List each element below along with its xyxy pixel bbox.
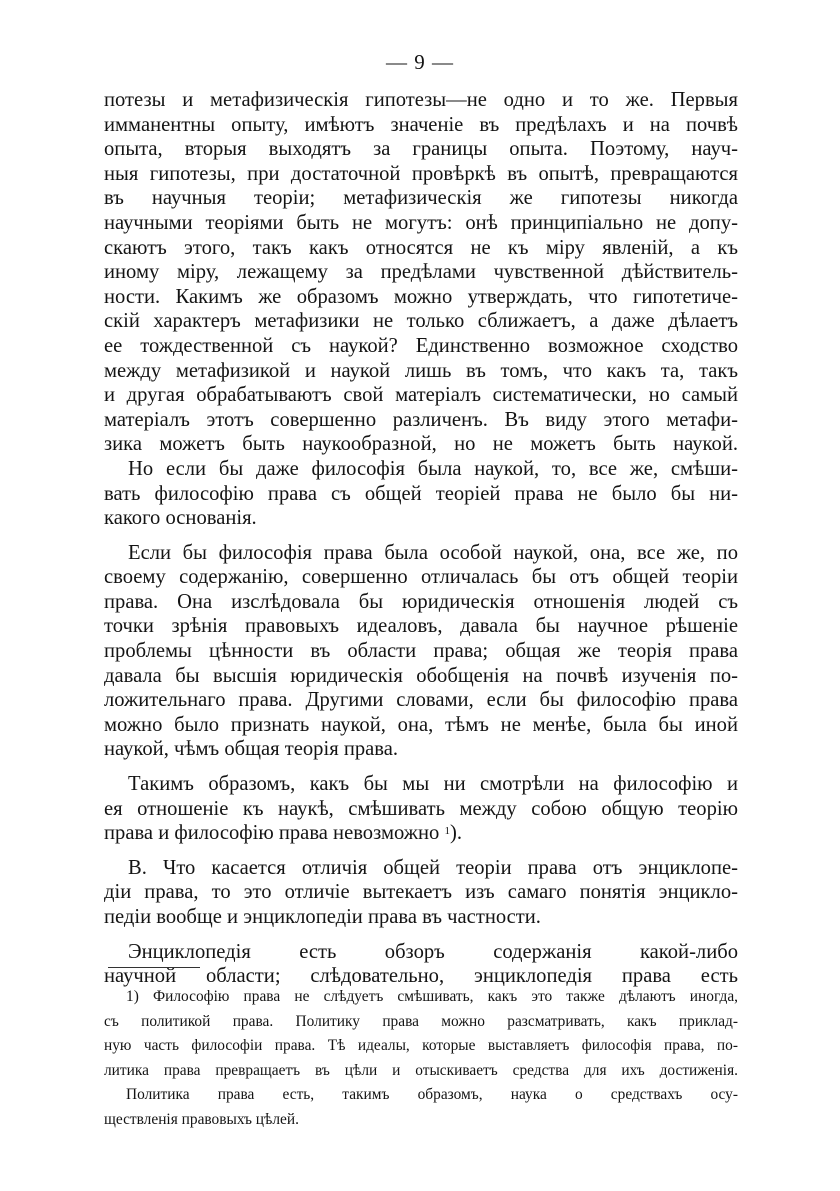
text-line: между метафизикой и наукой лишь въ томъ, что какъ та, такъ: [104, 359, 738, 382]
text-line: зика можетъ быть наукообразной, но не можетъ быть наукой.: [104, 433, 738, 456]
footnote-line: ную часть философіи права. Тѣ идеалы, которые выставляетъ философія права, по-: [104, 1037, 738, 1055]
text-line: педіи вообще и энциклопедіи права въ частности.: [104, 906, 541, 928]
text-line: проблемы цѣнности въ области права; общая же теорія права: [104, 640, 738, 663]
text-line: ея отношеніе къ наукѣ, смѣшивать между собою общую теорію: [104, 797, 738, 820]
footnote-reference: 1: [444, 825, 450, 838]
text-line: опыта, вторыя выходятъ за границы опыта. Поэтому, науч-: [104, 138, 738, 161]
main-text: [104, 88, 738, 989]
footnotes: [104, 985, 738, 1133]
text-line: ности. Какимъ же образомъ можно утверждать, что гипотетиче-: [104, 285, 738, 308]
footnote-line: Политика права есть, такимъ образомъ, наука о средствахъ осу-: [126, 1086, 738, 1104]
text-line: давала бы высшія юридическія обобщенія на почвѣ изученія по-: [104, 664, 738, 687]
text-line: ложительнаго права. Другими словами, если бы философію права: [104, 689, 738, 712]
text-line: потезы и метафизическія гипотезы—не одно и то же. Первыя: [104, 89, 738, 111]
text-line: наукой, чѣмъ общая теорія права.: [104, 738, 399, 761]
text-line: матеріалъ этотъ совершенно различенъ. Въ виду этого метафи-: [104, 408, 738, 431]
text-line: какого основанія.: [104, 507, 257, 530]
text-line: Энциклопедія есть обзоръ содержанія какой-либо: [128, 940, 738, 963]
footnote-line: 1) Философію права не слѣдуетъ смѣшивать, какъ это также дѣлаютъ иногда,: [126, 988, 738, 1005]
footnote-line: ществленія правовыхъ цѣлей.: [104, 1110, 299, 1128]
text-line: В. Что касается отличія общей теоріи права отъ энциклопе-: [128, 856, 738, 879]
text-line: можно было признать наукой, она, тѣмъ не менѣе, была бы иной: [104, 713, 738, 736]
text-line: своему содержанію, совершенно отличалась бы отъ общей теоріи: [104, 566, 738, 589]
text-line: скаютъ этого, такъ какъ относятся не къ міру явленій, а къ: [104, 236, 738, 259]
footnote-line: литика права превращаетъ въ цѣли и отыскиваетъ средства для ихъ достиженія.: [104, 1061, 738, 1079]
text-fragment: права и философію права невозможно: [104, 822, 440, 845]
text-line: діи права, то это отличіе вытекаетъ изъ самаго понятія энцикло-: [104, 881, 738, 904]
text-line: иному міру, лежащему за предѣлами чувственной дѣйствитель-: [104, 261, 738, 284]
text-line: научной области; слѣдовательно, энциклопедія права есть: [104, 965, 738, 988]
text-line: въ научныя теоріи; метафизическія же гипотезы никогда: [104, 187, 738, 210]
text-line: имманентны опыту, имѣютъ значеніе въ предѣлахъ и на почвѣ: [104, 113, 738, 136]
text-line: Такимъ образомъ, какъ бы мы ни смотрѣли на философію и: [128, 773, 738, 796]
footnote-line: съ политикой права. Политику права можно разсматривать, какъ приклад-: [104, 1012, 738, 1030]
page-number: — 9 —: [386, 50, 454, 74]
text-line: Но если бы даже философія была наукой, то, все же, смѣши-: [128, 457, 738, 480]
text-line-with-footnote: [104, 821, 738, 846]
text-line: ныя гипотезы, при достаточной провѣркѣ въ опытѣ, превращаются: [104, 162, 738, 185]
text-line: Если бы философія права была особой наукой, она, все же, по: [128, 541, 738, 564]
footnote-separator: [108, 967, 200, 968]
text-line: научными теоріями быть не могутъ: онѣ принципіально не допу-: [104, 211, 738, 234]
text-line: ее тождественной съ наукой? Единственно возможное сходство: [104, 334, 738, 357]
text-fragment: ).: [449, 822, 462, 845]
text-line: и другая обрабатываютъ свой матеріалъ систематически, но самый: [104, 384, 738, 407]
text-line: вать философію права съ общей теоріей права не было бы ни-: [104, 482, 738, 505]
text-line: скій характеръ метафизики не только сближаетъ, а даже дѣлаетъ: [104, 310, 738, 333]
text-line: права. Она изслѣдовала бы юридическія отношенія людей съ: [104, 590, 738, 613]
text-line: точки зрѣнія правовыхъ идеаловъ, давала бы научное рѣшеніе: [104, 615, 738, 638]
